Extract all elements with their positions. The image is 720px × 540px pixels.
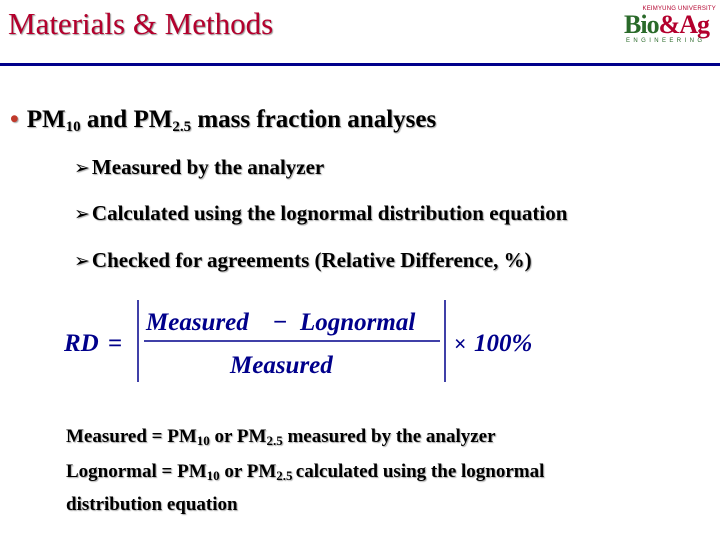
main-bullet — [10, 106, 436, 136]
note-text: Measured = PM — [66, 426, 197, 447]
logo-wordmark — [624, 12, 709, 38]
note-line-2 — [66, 461, 544, 484]
sub-item — [74, 248, 532, 273]
note-sub: 2.5 — [276, 468, 296, 483]
sub-item-label: Checked for agreements (Relative Difference, %) — [91, 248, 532, 272]
formula-equals: = — [108, 330, 123, 357]
note-sub: 2.5 — [266, 433, 283, 448]
note-sub: 10 — [206, 468, 220, 483]
sub-item-label: Calculated using the lognormal distribution equation — [91, 201, 568, 225]
formula-minus: − — [273, 309, 288, 336]
formula-lhs: RD — [64, 330, 99, 357]
bullet-text-b: and PM — [80, 106, 173, 133]
bullet-sub-a: 10 — [65, 119, 81, 135]
arrow-bullet-icon: ➢ — [74, 203, 90, 225]
bullet-dot-icon: • — [10, 106, 19, 133]
note-text: Lognormal = PM — [66, 461, 207, 482]
title-divider — [0, 63, 720, 66]
relative-difference-formula — [60, 296, 560, 388]
formula-numerator-a: Measured — [146, 309, 249, 336]
university-logo — [612, 6, 716, 48]
note-sub: 10 — [196, 433, 210, 448]
logo-part-bio: Bio — [624, 10, 659, 39]
note-text: calculated using the lognormal — [295, 461, 545, 482]
note-line-3 — [66, 494, 238, 516]
formula-numerator-b: Lognormal — [300, 309, 416, 336]
note-text: or PM — [219, 461, 277, 482]
bullet-text-c: mass fraction analyses — [191, 106, 437, 133]
note-text: or PM — [209, 426, 267, 447]
bullet-sub-b: 2.5 — [172, 119, 192, 135]
arrow-bullet-icon: ➢ — [74, 157, 90, 179]
sub-item — [74, 201, 567, 226]
formula-factor: 100% — [474, 330, 533, 357]
formula-denominator: Measured — [230, 352, 333, 379]
logo-subtitle: ENGINEERING — [626, 38, 706, 44]
slide-title: Materials & Methods — [8, 6, 274, 41]
bullet-text-a: PM — [26, 106, 66, 133]
note-text: distribution equation — [66, 494, 238, 515]
sub-item-label: Measured by the analyzer — [91, 155, 325, 179]
formula-times: × — [454, 331, 467, 356]
note-text: measured by the analyzer — [282, 426, 496, 447]
logo-tagline: KEIMYUNG UNIVERSITY — [642, 6, 716, 12]
arrow-bullet-icon: ➢ — [74, 250, 90, 272]
logo-part-ag: &Ag — [658, 10, 710, 39]
sub-item — [74, 155, 324, 180]
note-line-1 — [66, 426, 496, 449]
